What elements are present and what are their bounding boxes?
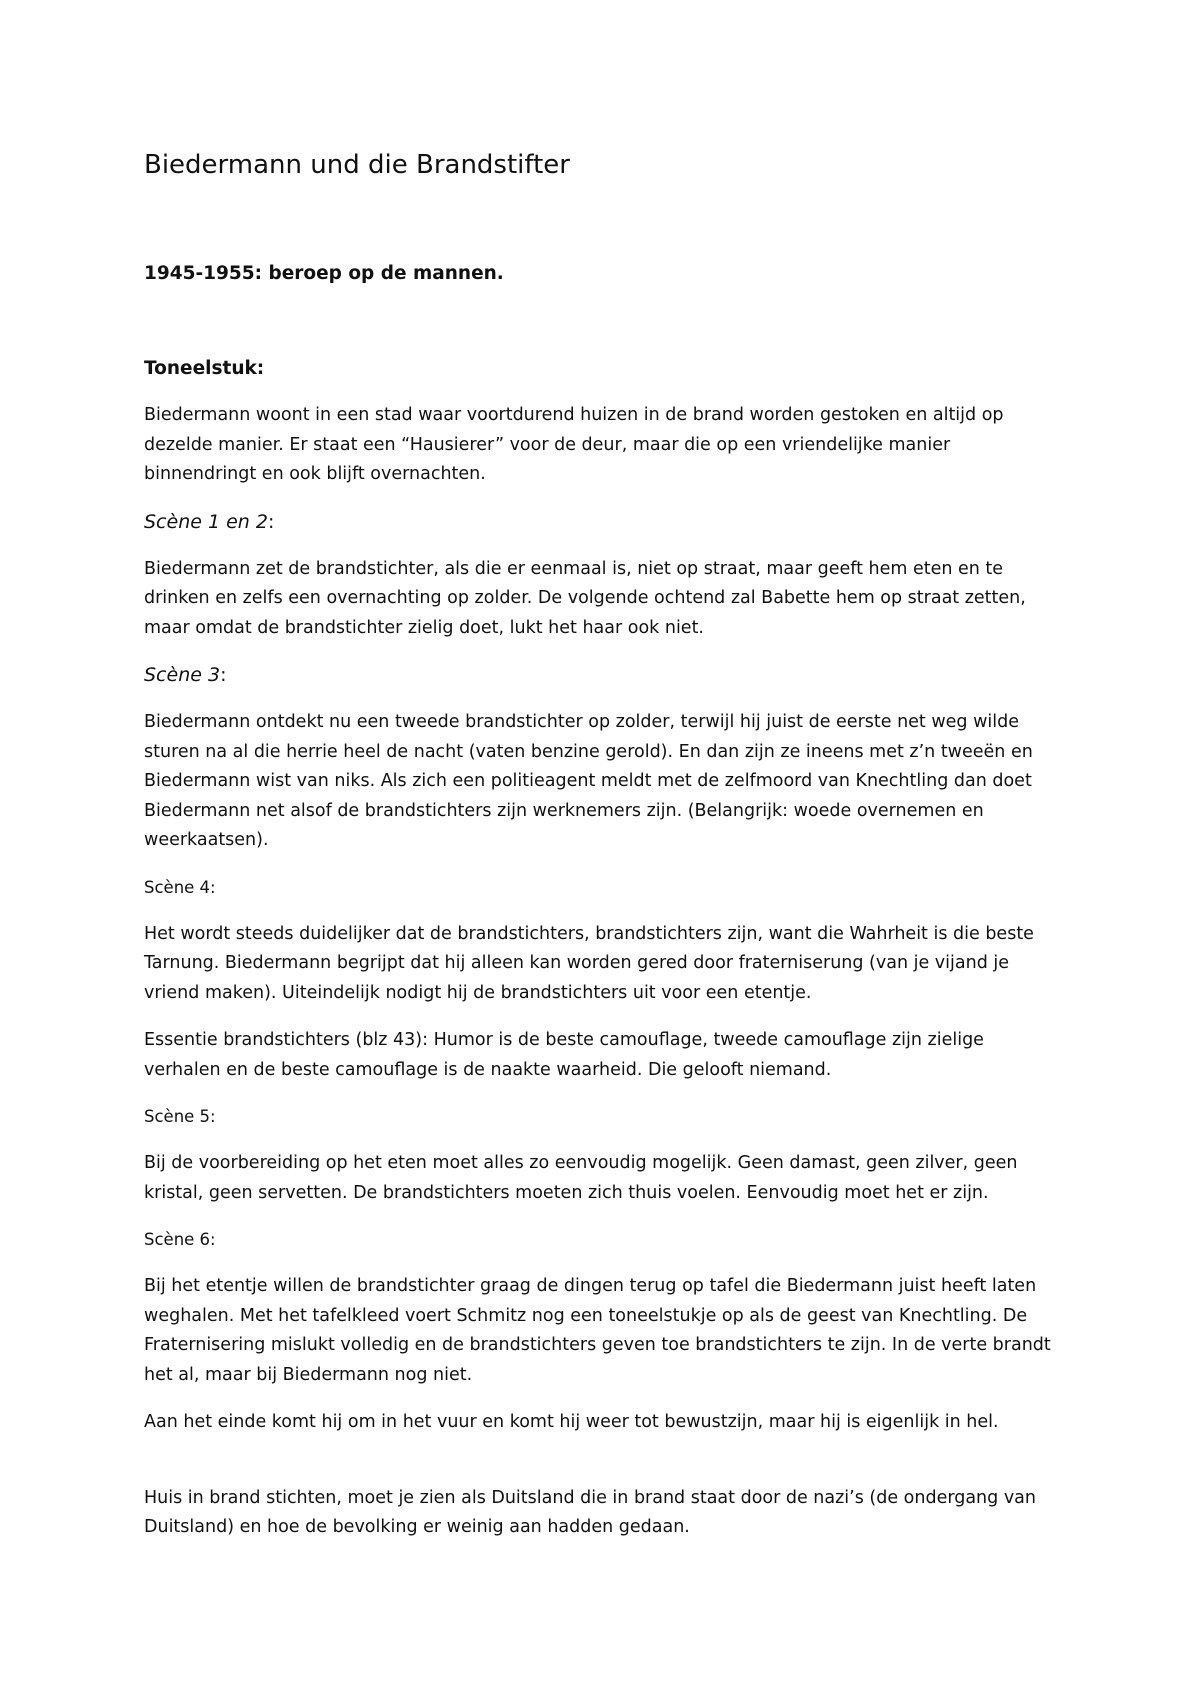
scene-6-paragraph: Bij het etentje willen de brandstichter graag de dingen terug op tafel die Biedermann juist heeft laten weghalen. Met het tafelkleed voert Schmitz nog een toneelstukje op als de geest van Knechtling. De Fraternisering mislukt volledig en de brandstichters geven toe brandstichters te zijn. In de verte brandt het al, maar bij Biedermann nog niet. xyxy=(144,1276,1051,1385)
scene-1-2-heading-colon: : xyxy=(267,510,275,533)
ending-paragraph: Aan het einde komt hij om in het vuur en komt hij weer tot bewustzijn, maar hij is eigenlijk in hel. xyxy=(144,1412,999,1432)
essence-paragraph: Essentie brandstichters (blz 43): Humor is de beste camouflage, tweede camouflage zijn zielige verhalen en de beste camouflage is de naakte waarheid. Die gelooft niemand. xyxy=(144,1030,984,1080)
document-title: Biedermann und die Brandstifter xyxy=(144,150,570,180)
scene-6-heading: Scène 6: xyxy=(144,1230,216,1249)
scene-3-heading-text: Scène 3 xyxy=(144,664,221,686)
period-subtitle: 1945-1955: beroep op de mannen. xyxy=(144,263,504,284)
scene-5-heading: Scène 5: xyxy=(144,1107,216,1126)
scene-1-2-heading-text: Scène 1 en 2 xyxy=(144,510,268,533)
scene-3-paragraph: Biedermann ontdekt nu een tweede brandstichter op zolder, terwijl hij juist de eerste net weg wilde sturen na al die herrie heel de nacht (vaten benzine gerold). En dan zijn ze ineens met z’n tweeën en Biedermann wist van niks. Als zich een politieagent meldt met de zelfmoord van Knechtling dan doet Biedermann net alsof de brandstichters zijn werknemers zijn. (Belangrijk: woede overnemen en weerkaatsen). xyxy=(144,712,1033,850)
section-heading-toneelstuk: Toneelstuk: xyxy=(144,358,265,379)
scene-1-2-paragraph: Biedermann zet de brandstichter, als die er eenmaal is, niet op straat, maar geeft hem eten en te drinken en zelfs een overnachting op zolder. De volgende ochtend zal Babette hem op straat zetten, maar omdat de brandstichter zielig doet, lukt het haar ook niet. xyxy=(144,558,1026,638)
conclusion-paragraph: Huis in brand stichten, moet je zien als Duitsland die in brand staat door de nazi’s (de ondergang van Duitsland) en hoe de bevolking er weinig aan hadden gedaan. xyxy=(144,1487,1036,1537)
scene-3-heading-colon: : xyxy=(220,664,227,686)
scene-5-paragraph: Bij de voorbereiding op het eten moet alles zo eenvoudig mogelijk. Geen damast, geen zilver, geen kristal, geen servetten. De brandstichters moeten zich thuis voelen. Eenvoudig moet het er zijn. xyxy=(144,1153,1018,1203)
scene-3-heading xyxy=(144,660,1064,690)
scene-4-heading: Scène 4: xyxy=(144,877,216,897)
document-content xyxy=(144,148,1064,1543)
scene-1-2-heading xyxy=(144,507,1064,537)
scene-4-paragraph: Het wordt steeds duidelijker dat de brandstichters, brandstichters zijn, want die Wahrheit is die beste Tarnung. Biedermann begrijpt dat hij alleen kan worden gered door fraterniserung (van je vijand je vriend maken). Uiteindelijk nodigt hij de brandstichters uit voor een etentje. xyxy=(144,923,1034,1003)
intro-paragraph: Biedermann woont in een stad waar voortdurend huizen in de brand worden gestoken en altijd op dezelde manier. Er staat een “Hausierer” voor de deur, maar die op een vriendelijke manier binnendringt en ook blijft overnachten. xyxy=(144,405,1004,484)
